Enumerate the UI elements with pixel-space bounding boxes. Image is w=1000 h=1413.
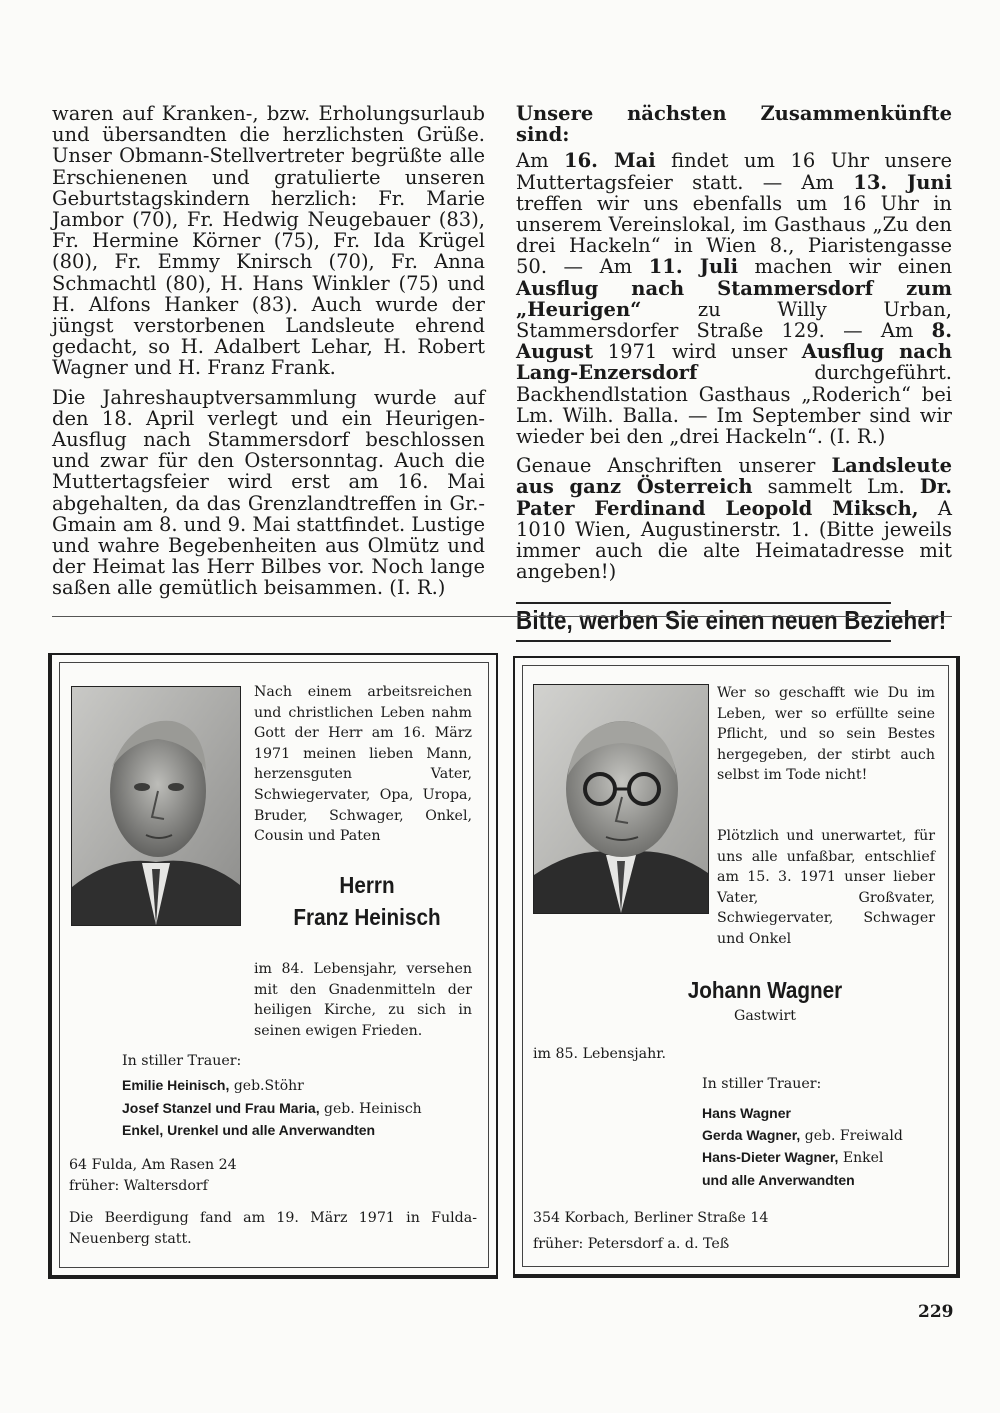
mourner-entry: Gerda Wagner, geb. Freiwald xyxy=(702,1126,903,1144)
mourner-entry: Hans-Dieter Wagner, Enkel xyxy=(702,1149,884,1166)
obituary-salutation: Herrn xyxy=(339,872,395,898)
addresses-paragraph: Genaue Anschriften unserer Landsleute aus ganz Österreich sammelt Lm. Dr. Pater Ferdinand Leopold Miksch, A 1010 Wien, Augustinerstr. 1. (Bitte jeweils immer auch die alte Heimatadresse mit angeben!) xyxy=(516,454,952,584)
funeral-note: Die Beerdigung fand am 19. März 1971 in Fulda-Neuenberg statt. xyxy=(69,1210,477,1247)
former-address-line: früher: Petersdorf a. d. Teß xyxy=(533,1236,730,1252)
left-column xyxy=(52,103,485,607)
obituary-heinisch xyxy=(48,653,498,1279)
page-number: 229 xyxy=(918,1302,954,1322)
address-line: 64 Fulda, Am Rasen 24 xyxy=(69,1157,237,1173)
mourning-label: In stiller Trauer: xyxy=(702,1076,822,1092)
right-column xyxy=(516,103,952,642)
obituary-intro: Nach einem arbeitsreichen und christlichen Leben nahm Gott der Herr am 16. März 1971 meinen lieben Mann, herzensguten Vater, Schwiegervater, Opa, Uropa, Bruder, Schwager, Onkel, Cousin und Paten xyxy=(254,684,472,845)
mourners-list xyxy=(702,1103,942,1191)
deceased-name: Franz Heinisch xyxy=(293,904,441,930)
mourners-list xyxy=(122,1075,492,1142)
former-address-line: früher: Waltersdorf xyxy=(69,1178,208,1194)
obituary-wagner xyxy=(513,656,960,1278)
deceased-name: Johann Wagner xyxy=(687,977,843,1003)
obituary-details: im 84. Lebensjahr, versehen mit den Gnadenmitteln der heiligen Kirche, zu sich in seinen ewigen Frieden. xyxy=(254,961,472,1039)
mourner-entry: Enkel, Urenkel und alle Anverwandten xyxy=(122,1122,376,1138)
mourner-entry: Josef Stanzel und Frau Maria, geb. Heinisch xyxy=(122,1099,422,1117)
subscriber-appeal: Bitte, werben Sie einen neuen Bezieher! xyxy=(516,602,891,641)
section-divider xyxy=(52,616,952,617)
club-report-paragraph-1: waren auf Kranken-, bzw. Erholungsurlaub und übersandten die herzlichsten Grüße. Unser Obmann-Stellvertreter begrüßte alle Erschienenen und gratulierte unseren Geburtstagskindern herzlich: Fr. Marie Jambor (70), Fr. Hedwig Neugebauer (83), Fr. Hermine Körner (75), Fr. Ida Krügel (80), Fr. Emmy Knirsch (70), Fr. Anna Schmachtl (80), H. Hans Winkler (75) und H. Alfons Hanker (83). Auch wurde der jüngst verstorbenen Landsleute ehrend gedacht, so H. Adalbert Lehar, H. Robert Wagner und H. Franz Frank. xyxy=(52,102,485,380)
meetings-paragraph: Am 16. Mai findet um 16 Uhr unsere Muttertagsfeier statt. — Am 13. Juni treffen wir uns ebenfalls um 16 Uhr in unserem Vereinslokal, im Gasthaus „Zu den drei Hackeln“ in Wien 8., Piaristengasse 50. — Am 11. Juli machen wir einen Ausflug nach Stammersdorf zum „Heurigen“ zu Willy Urban, Stammersdorfer Straße 129. — Am 8. August 1971 wird unser Ausflug nach Lang-Enzersdorf durchgeführt. Backhendlstation Gasthaus „Roderich“ bei Lm. Wilh. Balla. — Im September sind wir wieder bei den „drei Hackeln“. (I. R.) xyxy=(516,149,952,449)
deceased-occupation: Gastwirt xyxy=(734,1008,796,1024)
portrait-photo xyxy=(71,686,241,926)
mourner-entry: und alle Anverwandten xyxy=(702,1171,855,1188)
mourner-entry: Hans Wagner xyxy=(702,1105,791,1121)
age-note: im 85. Lebensjahr. xyxy=(533,1046,667,1062)
obituary-intro: Plötzlich und unerwartet, für uns alle unfaßbar, entschlief am 15. 3. 1971 unser lieber Vater, Großvater, Schwiegervater, Schwager und Onkel xyxy=(717,828,935,947)
meetings-heading: Unsere nächsten Zusammenkünfte sind: xyxy=(516,102,952,147)
address-line: 354 Korbach, Berliner Straße 14 xyxy=(533,1210,769,1226)
mourner-entry: Emilie Heinisch, geb.Stöhr xyxy=(122,1077,304,1094)
portrait-photo xyxy=(533,684,709,914)
club-report-paragraph-2: Die Jahreshauptversammlung wurde auf den 18. April verlegt und ein Heurigen-Ausflug nach Stammersdorf beschlossen und zwar für den Ostersonntag. Auch die Muttertagsfeier wird erst am 16. Mai abgehalten, da das Grenzlandtreffen in Gr.-Gmain am 8. und 9. Mai stattfindet. Lustige und wahre Begebenheiten aus Olmütz und der Heimat las Herr Bilbes vor. Noch lange saßen alle gemütlich beisammen. (I. R.) xyxy=(52,385,486,600)
mourning-label: In stiller Trauer: xyxy=(122,1053,242,1069)
memorial-verse: Wer so geschafft wie Du im Leben, wer so erfüllte seine Pflicht, und so sein Bestes hergegeben, der stirbt auch selbst im Tode nicht! xyxy=(717,685,935,784)
